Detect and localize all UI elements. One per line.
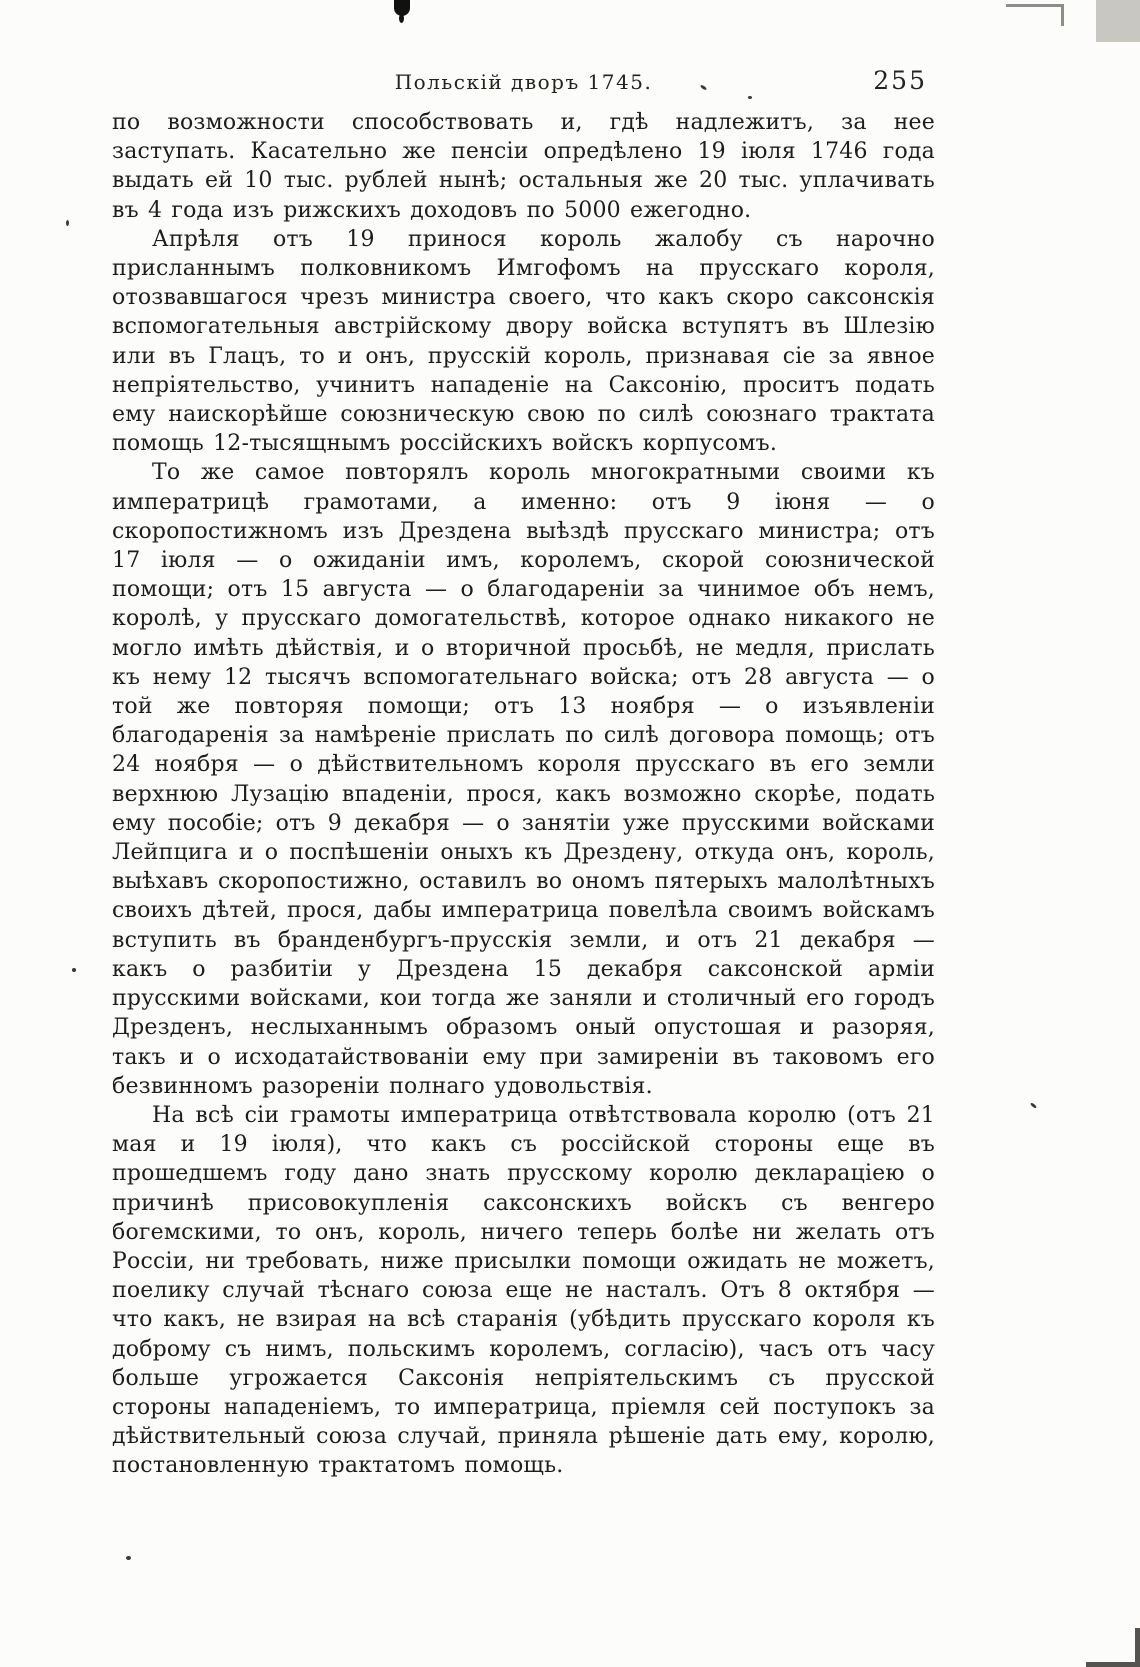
paragraph-empress-reply: На всѣ сіи грамоты императрица отвѣтствовала королю (отъ 21 мая и 19 іюля), что какъ съ россійской стороны еще въ прошедшемъ году дано знать прусскому королю деклараціею о причинѣ присовокупленія саксонскихъ войскъ съ венгеро богемскими, то онъ, король, ничего теперь болѣе ни желать отъ Россіи, ни требовать, ниже присылки помощи ожидать не можетъ, поелику случай тѣснаго союза еще не насталъ. Отъ 8 октября — что какъ, не взирая на всѣ старанія (убѣдить прусскаго короля къ доброму съ нимъ, польскимъ королемъ, согласію), часъ отъ часу больше угрожается Саксонія непріятельскимъ съ прусской стороны нападеніемъ, то императрица, пріемля сей поступокъ за дѣйствительный союза случай, приняла рѣшеніе дать ему, королю, постановленную трактатомъ помощь. (112, 1102, 935, 1479)
scan-artifact-top-blob (394, 0, 410, 16)
scan-speck (126, 1556, 131, 1560)
running-head-title: Польскій дворъ 1745. (394, 70, 653, 94)
page-number: 255 (873, 66, 927, 95)
running-head (112, 66, 935, 102)
page-text (112, 108, 935, 1481)
scan-speck (1030, 1102, 1037, 1109)
scan-speck (748, 96, 752, 99)
scan-speck (72, 968, 76, 972)
scan-speck (66, 220, 69, 226)
scan-artifact-top-right-bracket (1006, 4, 1064, 26)
scan-artifact-top-right-shadow (1096, 0, 1140, 42)
paragraph-april-complaint: Апрѣля отъ 19 принося король жалобу съ нарочно присланнымъ полковникомъ Имгофомъ на прусскаго короля, отозвавшагося чрезъ министра своего, что какъ скоро саксонскія вспомогательныя австрійскому двору войска вступятъ въ Шлезію или въ Глацъ, то и онъ, прусскій король, признавая сіе за явное непріятельство, учинитъ нападеніе на Саксонію, проситъ подать ему наискорѣйше союзническую свою по силѣ союзнаго трактата помощь 12-тысящнымъ россійскихъ войскъ корпусомъ. (112, 226, 935, 457)
scan-artifact-bottom-right-corner (1086, 1628, 1140, 1667)
paragraph-continuation: по возможности способствовать и, гдѣ надлежитъ, за нее заступать. Касательно же пенсіи опредѣлено 19 іюля 1746 года выдать ей 10 тыс. рублей нынѣ; остальныя же 20 тыс. уплачивать въ 4 года изъ рижскихъ доходовъ по 5000 ежегодно. (112, 110, 935, 223)
paragraph-king-letters: То же самое повторялъ король многократными своими къ императрицѣ грамотами, а именно: отъ 9 іюня — о скоропостижномъ изъ Дрездена выѣздѣ прусскаго министра; отъ 17 іюля — о ожиданіи имъ, королемъ, скорой союзнической помощи; отъ 15 августа — о благодареніи за чинимое объ немъ, королѣ, у прусскаго домогательствѣ, которое однако никакого не могло имѣть дѣйствія, и о вторичной просьбѣ, не медля, прислать къ нему 12 тысячъ вспомогательнаго войска; отъ 28 августа — о той же повторяя помощи; отъ 13 ноября — о изъявленіи благодаренія за намѣреніе прислать по силѣ договора помощь; отъ 24 ноября — о дѣйствительномъ короля прусскаго въ его земли верхнюю Лузацію впаденіи, прося, какъ возможно скорѣе, подать ему пособіе; отъ 9 декабря — о занятіи уже прусскими войсками Лейпцига и о поспѣшеніи оныхъ къ Дрездену, откуда онъ, король, выѣхавъ скоропостижно, оставилъ во ономъ пятерыхъ малолѣтныхъ своихъ дѣтей, прося, дабы императрица повелѣла своимъ войскамъ вступить въ бранденбургъ-прусскія земли, и отъ 21 декабря — какъ о разбитіи у Дрездена 15 декабря саксонской арміи прусскими войсками, кои тогда же заняли и столичный его городъ Дрезденъ, неслыханнымъ образомъ оный опустошая и разоряя, такъ и о исходатайствованіи ему при замиреніи въ таковомъ его безвинномъ разореніи полнаго удовольствія. (112, 460, 935, 1099)
